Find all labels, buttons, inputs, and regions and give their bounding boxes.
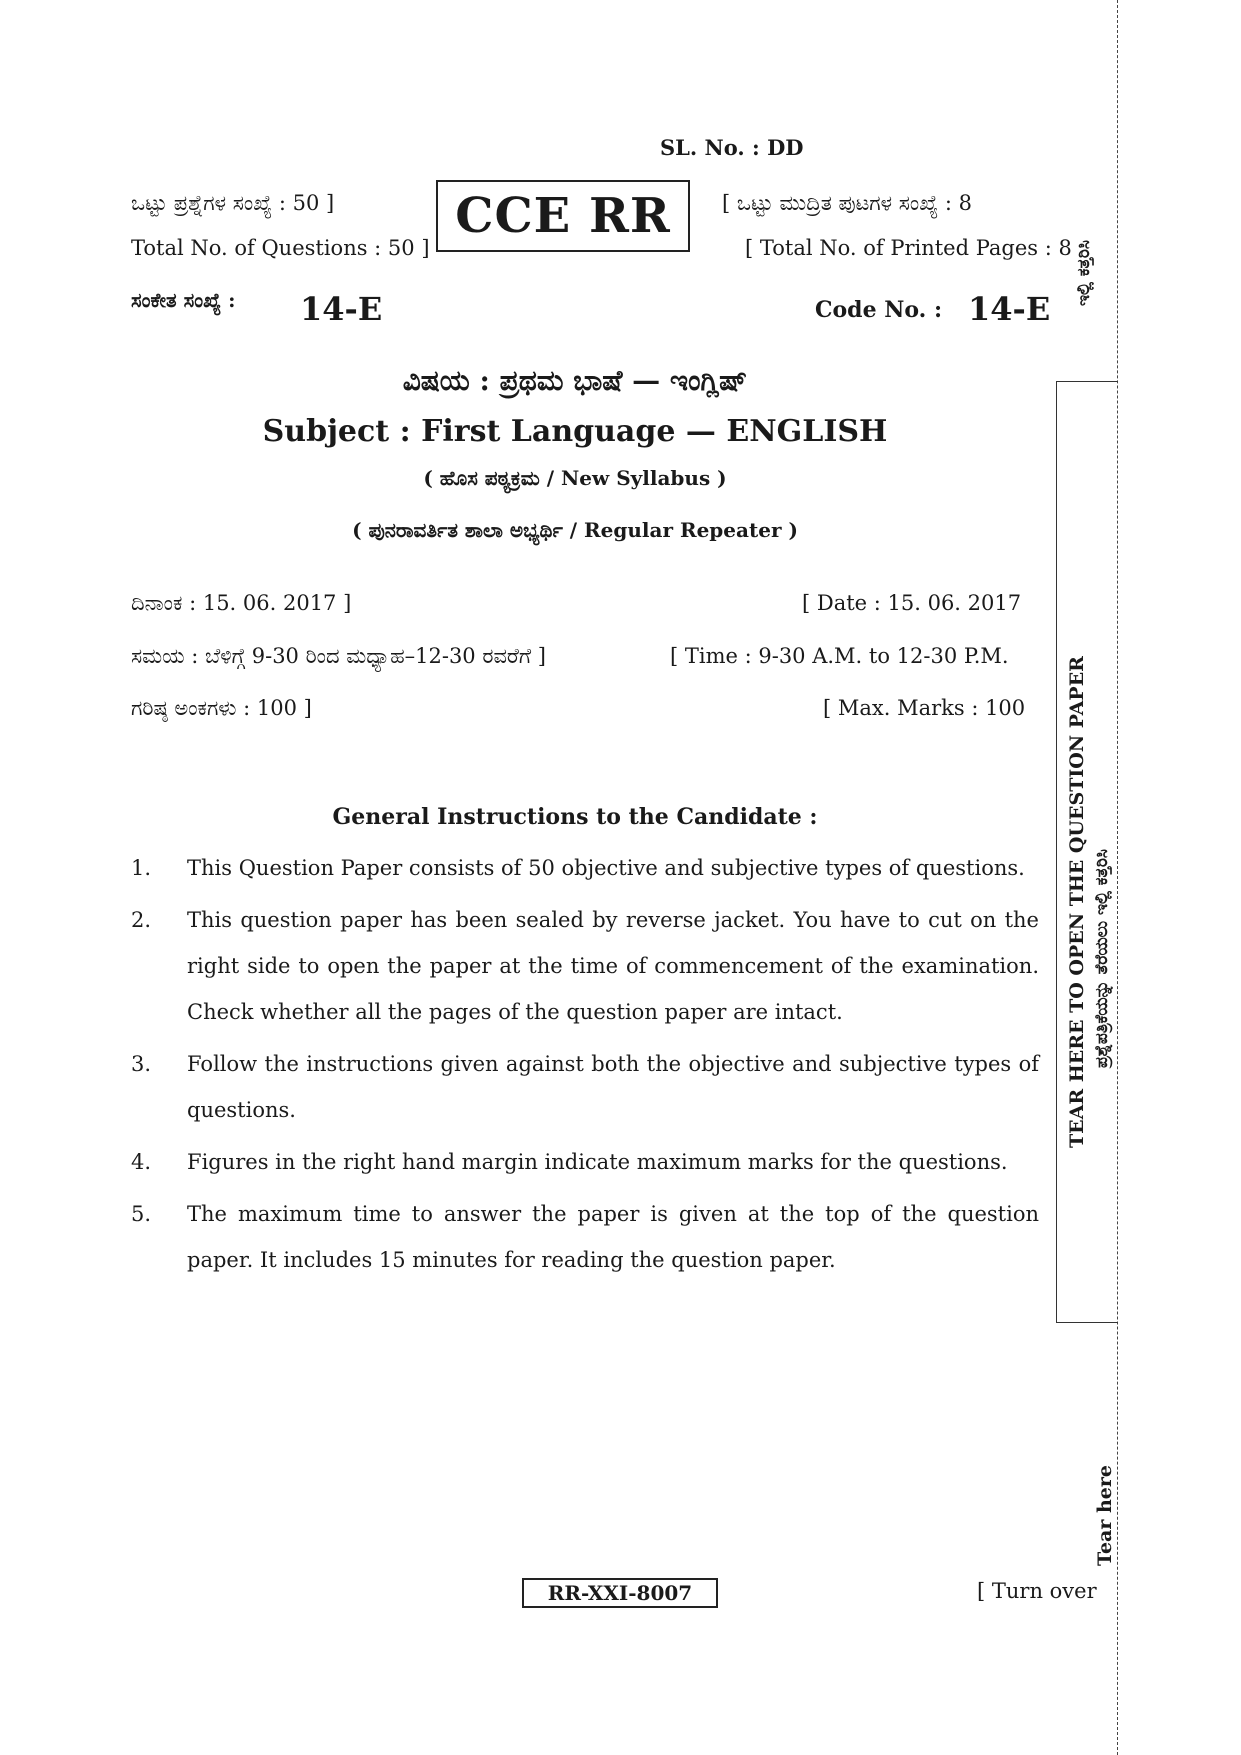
kannada-code-label: ಸಂಕೇತ ಸಂಖ್ಯೆ : — [131, 288, 236, 312]
total-pages: [ Total No. of Printed Pages : 8 — [745, 236, 1072, 260]
instruction-number: 4. — [131, 1150, 152, 1174]
kannada-code-value: 14-E — [300, 290, 383, 328]
candidate-type-label: ( ಪುನರಾವರ್ತಿತ ಶಾಲಾ ಅಭ್ಯರ್ಥಿ / Regular Repeater ) — [352, 518, 798, 542]
instruction-item — [131, 1139, 1039, 1185]
kannada-total-pages: [ ಒಟ್ಟು ಮುದ್ರಿತ ಪುಟಗಳ ಸಂಖ್ಯೆ : 8 — [722, 191, 973, 215]
instruction-number: 5. — [131, 1202, 152, 1226]
paper-code-box: RR-XXI-8007 — [522, 1578, 718, 1608]
instructions-heading: General Instructions to the Candidate : — [332, 804, 818, 830]
kannada-max-marks: ಗರಿಷ್ಠ ಅಂಕಗಳು : 100 ] — [131, 696, 312, 720]
instruction-text: This Question Paper consists of 50 objective and subjective types of questions. — [187, 856, 1025, 880]
instruction-item — [131, 1191, 1039, 1283]
instruction-item — [131, 897, 1039, 1035]
exam-time: [ Time : 9-30 A.M. to 12-30 P.M. — [670, 644, 1009, 668]
tear-instruction-text: TEAR HERE TO OPEN THE QUESTION PAPER — [1066, 656, 1088, 1148]
subject-title: Subject : First Language — ENGLISH — [262, 414, 888, 449]
turn-over-label: [ Turn over — [977, 1579, 1097, 1603]
serial-number: SL. No. : DD — [660, 135, 804, 160]
kannada-total-questions: ಒಟ್ಟು ಪ್ರಶ್ನೆಗಳ ಸಂಖ್ಯೆ : 50 ] — [131, 191, 335, 215]
exam-date: [ Date : 15. 06. 2017 — [802, 591, 1022, 615]
instruction-text: This question paper has been sealed by reverse jacket. You have to cut on the right side to open the paper at the time of commencement of the examination. Check whether all the pages of the question paper are intact. — [187, 908, 1039, 1024]
kannada-tear-instruction-text: ಪ್ರಶ್ನೆಪತ್ರಿಕೆಯನ್ನು ತೆರೆಯಲು ಇಲ್ಲಿ ಕತ್ತರಿಸಿ — [1092, 849, 1112, 1068]
instruction-item — [131, 1041, 1039, 1133]
kannada-time: ಸಮಯ : ಬೆಳಿಗ್ಗೆ 9-30 ರಿಂದ ಮಧ್ಯಾಹ–12-30 ರವರೆಗೆ ] — [131, 644, 546, 668]
kannada-seal-text: ಇಲ್ಲಿ ಕತ್ತರಿಸಿ — [1074, 240, 1094, 306]
code-value: 14-E — [968, 290, 1051, 328]
tear-here-label: Tear here — [1094, 1465, 1116, 1566]
max-marks: [ Max. Marks : 100 — [823, 696, 1026, 720]
instruction-item — [131, 845, 1039, 891]
instruction-number: 2. — [131, 908, 152, 932]
instruction-text: Follow the instructions given against both the objective and subjective types of questions. — [187, 1052, 1039, 1122]
code-label: Code No. : — [815, 297, 943, 323]
kannada-subject-title: ವಿಷಯ : ಪ್ರಥಮ ಭಾಷೆ — ಇಂಗ್ಲಿಷ್ — [402, 364, 748, 397]
syllabus-label: ( ಹೊಸ ಪಠ್ಯಕ್ರಮ / New Syllabus ) — [423, 466, 727, 490]
instructions-list — [131, 845, 1039, 1289]
instruction-number: 3. — [131, 1052, 152, 1076]
instruction-text: The maximum time to answer the paper is given at the top of the question paper. It includes 15 minutes for reading the question paper. — [187, 1202, 1039, 1272]
instruction-text: Figures in the right hand margin indicate maximum marks for the questions. — [187, 1150, 1008, 1174]
instruction-number: 1. — [131, 856, 152, 880]
exam-code-box: CCE RR — [436, 180, 690, 252]
kannada-date: ದಿನಾಂಕ : 15. 06. 2017 ] — [131, 591, 352, 615]
total-questions: Total No. of Questions : 50 ] — [131, 236, 430, 260]
